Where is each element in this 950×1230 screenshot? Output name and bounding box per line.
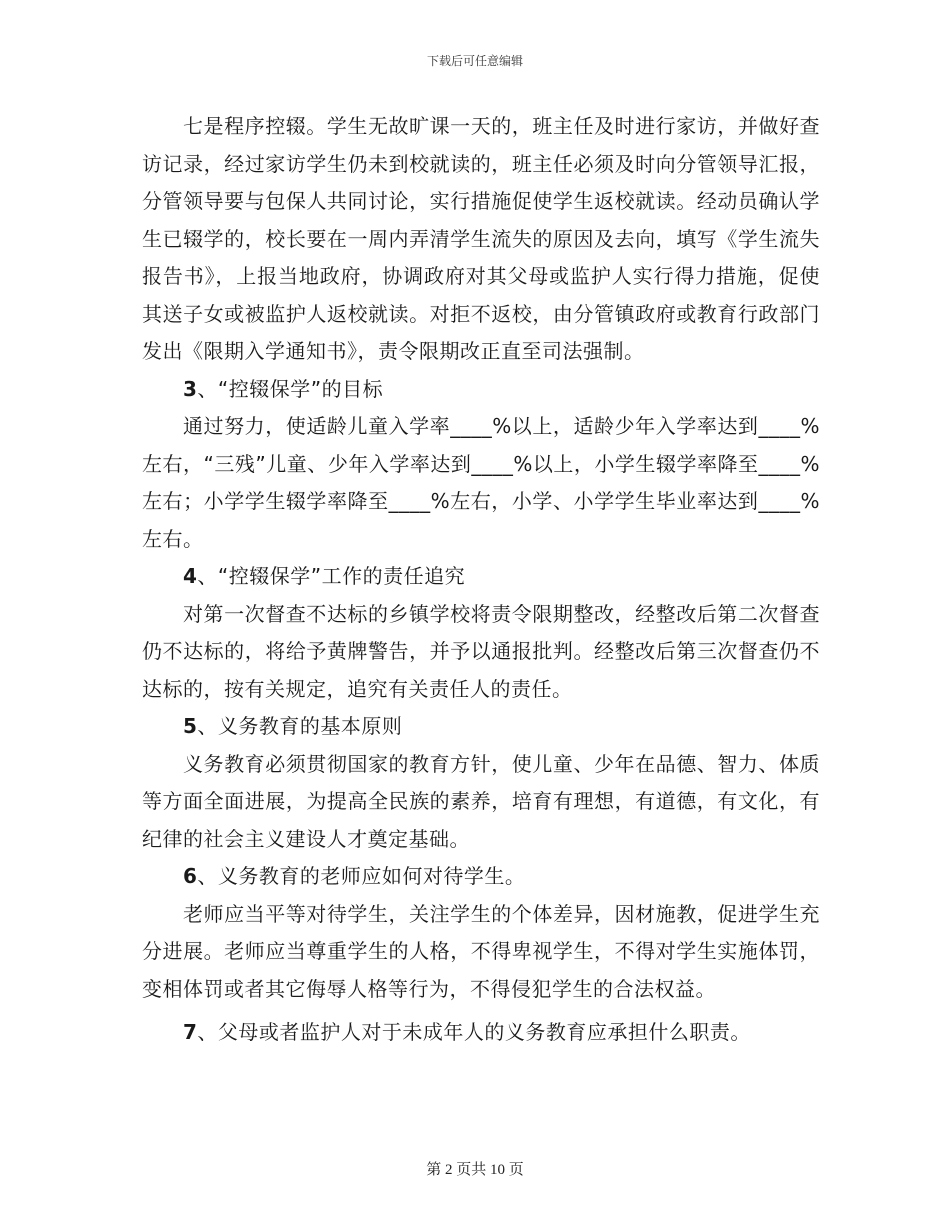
page-footer: 第 2 页共 10 页 <box>426 1162 524 1178</box>
section-number: 5 <box>183 714 198 738</box>
section-heading-6 <box>142 858 820 896</box>
paragraph-accountability: 对第一次督查不达标的乡镇学校将责令限期整改，经整改后第二次督查仍不达标的，将给予黄牌警告，并予以通报批判。经整改后第三次督查仍不达标的，按有关规定，追究有关责任人的责任。 <box>142 601 820 701</box>
section-heading-4 <box>142 558 820 596</box>
section-title: 、义务教育的老师应如何对待学生。 <box>197 864 526 888</box>
paragraph-goals: 通过努力，使适龄儿童入学率____%以上，适龄少年入学率达到____%左右，“三残”儿童、少年入学率达到____%以上，小学生辍学率降至____%左右；小学学生辍学率降至____%左右，小学、小学学生毕业率达到____%左右。 <box>142 414 820 551</box>
section-title: 、“控辍保学”的目标 <box>197 376 384 401</box>
paragraph-principles: 义务教育必须贯彻国家的教育方针，使儿童、少年在品德、智力、体质等方面全面进展，为提高全民族的素养，培育有理想，有道德，有文化，有纪律的社会主义建设人才奠定基础。 <box>142 751 820 851</box>
paragraph-procedure: 七是程序控辍。学生无故旷课一天的，班主任及时进行家访，并做好查访记录，经过家访学生仍未到校就读的，班主任必须及时向分管领导汇报，分管领导要与包保人共同讨论，实行措施促使学生返校就读。经动员确认学生已辍学的，校长要在一周内弄清学生流失的原因及去向，填写《学生流失报告书》，上报当地政府，协调政府对其父母或监护人实行得力措施，促使其送子女或被监护人返校就读。对拒不返校，由分管镇政府或教育行政部门发出《限期入学通知书》，责令限期改正直至司法强制。 <box>142 114 820 363</box>
section-title: 、义务教育的基本原则 <box>197 714 403 738</box>
section-heading-7 <box>142 1014 820 1052</box>
section-number: 4 <box>183 564 198 588</box>
section-number: 6 <box>183 864 198 888</box>
section-number: 3 <box>183 376 198 401</box>
section-title: 、“控辍保学”工作的责任追究 <box>197 564 466 588</box>
page-header: 下载后可任意编辑 <box>426 54 523 68</box>
section-heading-3 <box>142 371 820 409</box>
section-title: 、父母或者监护人对于未成年人的义务教育应承担什么职责。 <box>197 1020 751 1044</box>
section-heading-5 <box>142 708 820 746</box>
document-body <box>142 108 820 1052</box>
paragraph-teachers: 老师应当平等对待学生，关注学生的个体差异，因材施教，促进学生充分进展。老师应当尊重学生的人格，不得卑视学生，不得对学生实施体罚，变相体罚或者其它侮辱人格等行为，不得侵犯学生的合法权益。 <box>142 901 820 1001</box>
section-number: 7 <box>183 1020 198 1044</box>
